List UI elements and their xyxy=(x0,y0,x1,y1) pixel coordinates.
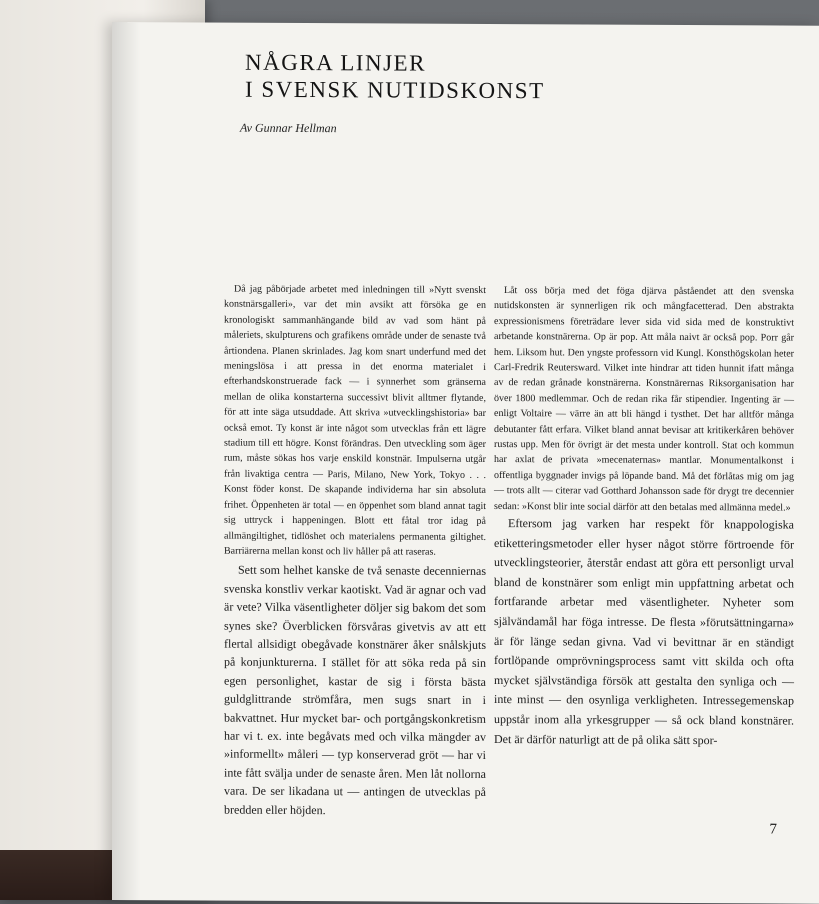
byline: Av Gunnar Hellman xyxy=(240,120,337,136)
paragraph: Sett som helhet kanske de två senaste decenniernas svenska konstliv verkar kaotiskt. Vad är agnar och vad är vete? Vilka väsentligheter döljer sig bakom det som synes ske? Överblicken försvåras givetvis av att ett flertal allsidigt obegåvade konstnärer åker snålskjuts på konjunkturerna. I stället för att söka reda på sin egen personlighet, kastar de sig i första bästa guldglittrande strömfåra, men sugs snart in i bakvattnet. Hur mycket bar- och portgångskonkretism har vi t. ex. inte begåvats med och vilka mängder av »informellt» måleri — typ konserverad gröt — har vi inte fått svälja under de senaste åren. Men låt nollorna vara. De ser likadana ut — antingen de utvecklas på bredden eller höjden. xyxy=(224,562,486,817)
paragraph: Eftersom jag varken har respekt för knappologiska etiketteringsmetoder eller hyser något större förtroende för utvecklingsteorier, återstår endast att göra ett personligt urval bland de konstnärer som enligt min uppfattning arbetat och fortfarande arbetar med väsentligheter. Nyheter som självändamål har föga intresse. De flesta »förutsättningarna» är för länge sedan givna. Vad vi bevittnar är en ständigt fortlöpande omprövningsprocess samt vitt skilda och ofta mycket självständiga försök att gestalta den synliga och — inte minst — den osynliga verkligheten. Intressegemenskap uppstår inom alla yrkesgrupper — så ock bland konstnärer. Det är därför naturligt att de på olika sätt spor- xyxy=(494,516,794,747)
paragraph: Låt oss börja med det föga djärva påståendet att den svenska nutidskonsten är synnerligen rik och mångfacetterad. Den abstrakta expressionismens företrädare lever sida vid sida med de konstruktivt arbetande konstnärerna. Op är pop. Att måla naivt är också pop. Porr går hem. Liksom hut. Den yngste professorn vid Kungl. Konsthögskolan heter Carl-Fredrik Reutersward. Vilket inte hindrar att tiden hunnit ifatt många av de redan grånade konstnärerna. Konstnärernas Riksorganisation har över 1800 medlemmar. Och de redan rika får stipendier. Ingenting är — enligt Voltaire — värre än att bli hängd i tysthet. Det har alltför många debutanter fått erfara. Vilket bland annat bevisar att kritikerkåren behöver rustas upp. Men för övrigt är det mesta under kontroll. Stat och kommun har axlat de privata »mecenaternas» mantlar. Monumentalkonst i offentliga byggnader invigs på löpande band. Må det förlåtas mig om jag — trots allt — citerar vad Gotthard Johansson sade för drygt tre decennier sedan: »Konst blir inte social därför att den betalas med allmänna medel.» xyxy=(494,285,794,514)
right-column xyxy=(494,283,794,751)
book-page xyxy=(112,22,819,904)
title-line-1: NÅGRA LINJER xyxy=(245,49,426,76)
article-title xyxy=(245,49,545,105)
book-cover-edge xyxy=(0,850,130,900)
title-line-2: I SVENSK NUTIDSKONST xyxy=(245,76,545,104)
page-number: 7 xyxy=(769,821,777,838)
paragraph: Då jag påbörjade arbetet med inledningen till »Nytt svenskt konstnärsgalleri», var det min avsikt att försöka ge en kronologiskt sammanhängande bild av vad som hänt på måleriets, skulpturens och grafikens område under de senaste två årtiondena. Planen skrinlades. Jag kom snart underfund med det meningslösa i att pressa in det enorma materialet i efterhandskonstruerade fack — i synnerhet som gränserna mellan de olika konstarterna successivt blivit alltmer flytande, för att inte säga utsuddade. Att skriva »utvecklingshistoria» bar också emot. Ty konst är inte något som utvecklas från ett lägre stadium till ett högre. Konst förändras. Den utveckling som äger rum, måste sökas hos varje enskild konstnär. Impulserna utgår från livaktiga centra — Paris, Milano, New York, Tokyo . . . Konst föder konst. De skapande individerna har sin absoluta frihet. Öppenheten är total — en öppenhet som bland annat tagit sig uttryck i happeningen. Blott ett fåtal tror idag på allmängiltighet, tidlöshet och materialens permanenta giltighet. Barriärerna mellan konst och liv håller på att raseras. xyxy=(224,283,486,558)
left-column xyxy=(224,282,486,820)
